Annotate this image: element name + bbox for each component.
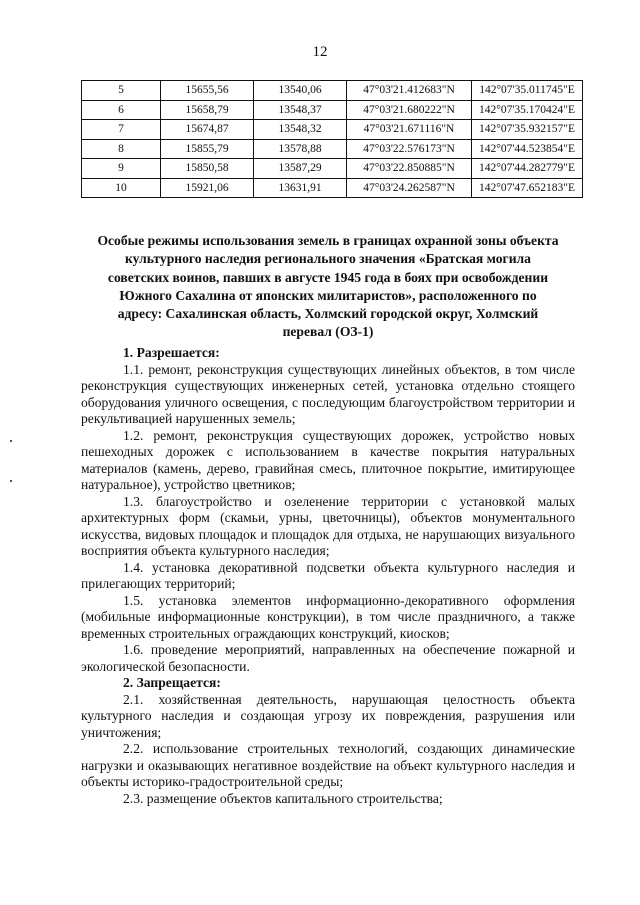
table-cell: 9 <box>82 159 161 179</box>
table-cell: 5 <box>82 81 161 101</box>
table-cell: 8 <box>82 139 161 159</box>
allowed-section-title: 1. Разрешается: <box>123 345 220 360</box>
table-cell: 142°07'47.652183"E <box>472 178 583 198</box>
table-cell: 47°03'21.671116"N <box>347 120 472 140</box>
page-number: 12 <box>312 44 328 60</box>
table-cell: 142°07'35.932157"E <box>472 120 583 140</box>
table-cell: 13548,32 <box>254 120 347 140</box>
table-row <box>82 100 583 120</box>
table-cell: 15850,58 <box>161 159 254 179</box>
table-cell: 13587,29 <box>254 159 347 179</box>
table-cell: 13548,37 <box>254 100 347 120</box>
table-cell: 10 <box>82 178 161 198</box>
table-cell: 15921,06 <box>161 178 254 198</box>
prohibited-item-2-3: 2.3. размещение объектов капитального строительства; <box>123 790 443 806</box>
table-cell: 15674,87 <box>161 120 254 140</box>
prohibited-item-2-2: 2.2. использование строительных технологий, создающих динамические нагрузки и оказывающих негативное воздействие на объект культурного наследия и объекты историко-градостроительной среды; <box>81 741 575 789</box>
table-cell: 6 <box>82 100 161 120</box>
section-heading: Особые режимы использования земель в границах охранной зоны объекта культурного наследия регионального значения «Братская могила советских воинов, павших в августе 1945 года в боях при освобождении Южного Сахалина от японских милитаристов», расположенного по адресу: Сахалинская область, Холмский городской округ, Холмский перевал (ОЗ-1) <box>97 233 559 340</box>
table-cell: 7 <box>82 120 161 140</box>
table-cell: 15655,56 <box>161 81 254 101</box>
table-cell: 142°07'44.523854"E <box>472 139 583 159</box>
table-row <box>82 81 583 101</box>
table-cell: 13578,88 <box>254 139 347 159</box>
table-cell: 47°03'22.576173"N <box>347 139 472 159</box>
document-body <box>81 345 575 807</box>
prohibited-section-title: 2. Запрещается: <box>123 675 221 690</box>
table-cell: 142°07'35.011745"E <box>472 81 583 101</box>
table-row <box>82 120 583 140</box>
table-cell: 142°07'35.170424"E <box>472 100 583 120</box>
table-cell: 47°03'21.412683"N <box>347 81 472 101</box>
allowed-item-1-5: 1.5. установка элементов информационно-декоративного оформления (мобильные информационные конструкции), в том числе праздничного, а также временных строительных ограждающих конструкций, киосков; <box>81 592 575 641</box>
allowed-item-1-2: 1.2. ремонт, реконструкция существующих дорожек, устройство новых пешеходных дорожек с использованием в качестве покрытия натуральных материалов (камень, дерево, гравийная смесь, плиточное покрытие, имитирующее натуральное), устройство цветников; <box>81 427 575 492</box>
table-cell: 142°07'44.282779"E <box>472 159 583 179</box>
coordinates-table <box>81 80 583 198</box>
prohibited-item-2-1: 2.1. хозяйственная деятельность, нарушающая целостность объекта культурного наследия и создающая угрозу их повреждения, разрушения или уничтожения; <box>81 691 575 740</box>
allowed-item-1-4: 1.4. установка декоративной подсветки объекта культурного наследия и прилегающих территорий; <box>81 559 575 591</box>
table-cell: 13631,91 <box>254 178 347 198</box>
table-row <box>82 139 583 159</box>
table-cell: 47°03'22.850885"N <box>347 159 472 179</box>
table-cell: 47°03'21.680222"N <box>347 100 472 120</box>
table-cell: 47°03'24.262587"N <box>347 178 472 198</box>
allowed-item-1-3: 1.3. благоустройство и озеленение территории с установкой малых архитектурных форм (скамьи, урны, цветочницы), объектов монументального искусства, видовых площадок и площадок для отдыха, не нарушающих визуального восприятия объекта культурного наследия; <box>81 493 575 558</box>
allowed-item-1-6: 1.6. проведение мероприятий, направленных на обеспечение пожарной и экологической безопасности. <box>81 642 575 674</box>
scan-speck <box>10 480 12 482</box>
table-row <box>82 178 583 198</box>
table-cell: 15855,79 <box>161 139 254 159</box>
table-row <box>82 159 583 179</box>
table-cell: 13540,06 <box>254 81 347 101</box>
table-cell: 15658,79 <box>161 100 254 120</box>
scan-speck <box>10 440 12 442</box>
allowed-item-1-1: 1.1. ремонт, реконструкция существующих линейных объектов, в том числе реконструкция существующих инженерных сетей, установка отдельно стоящего оборудования уличного освещения, с последующим благоустройством территории и рекультивацией нарушенных земель; <box>81 361 575 426</box>
